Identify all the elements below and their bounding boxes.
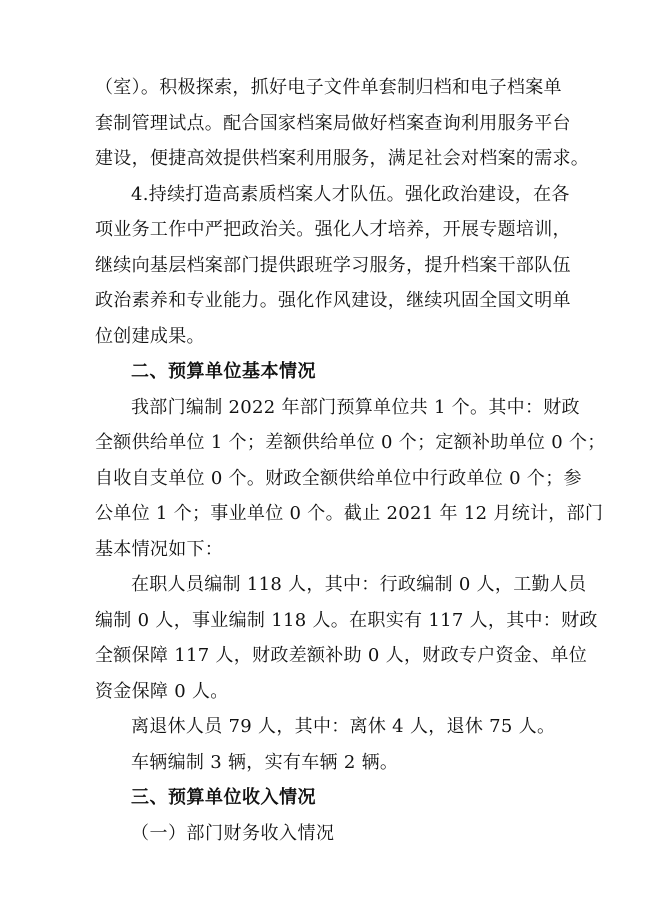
paragraph-line: 套制管理试点。配合国家档案局做好档案查询利用服务平台 (95, 112, 571, 134)
section-heading: 二、预算单位基本情况 (131, 361, 316, 382)
paragraph-line: 建设，便捷高效提供档案利用服务，满足社会对档案的需求。 (95, 148, 590, 169)
paragraph-line: （室）。积极探索，抓好电子文件单套制归档和电子档案单 (95, 77, 562, 98)
paragraph-line: 继续向基层档案部门提供跟班学习服务，提升档案干部队伍 (95, 254, 571, 276)
paragraph-line: 位创建成果。 (95, 325, 205, 347)
paragraph-line: 公单位 1 个；事业单位 0 个。截止 2021 年 12 月统计，部门 (95, 503, 604, 524)
paragraph-line: 车辆编制 3 辆，实有车辆 2 辆。 (131, 751, 399, 773)
paragraph-line: 4.持续打造高素质档案人才队伍。强化政治建设，在各 (131, 183, 570, 205)
paragraph-line: 全额供给单位 1 个；差额供给单位 0 个；定额补助单位 0 个； (95, 432, 606, 453)
paragraph-line: 基本情况如下： (95, 538, 224, 560)
paragraph-line: 我部门编制 2022 年部门预算单位共 1 个。其中：财政 (131, 396, 580, 418)
paragraph-line: 在职人员编制 118 人，其中：行政编制 0 人，工勤人员 (131, 574, 587, 595)
paragraph-line: 编制 0 人，事业编制 118 人。在职实有 117 人，其中：财政 (95, 609, 598, 631)
document-page (95, 70, 606, 851)
section-heading: 三、预算单位收入情况 (131, 787, 316, 808)
paragraph-line: 政治素养和专业能力。强化作风建设，继续巩固全国文明单 (95, 290, 571, 311)
paragraph-line: 离退休人员 79 人，其中：离休 4 人，退休 75 人。 (131, 716, 556, 737)
subsection-heading: （一）部门财务收入情况 (131, 822, 335, 844)
paragraph-line: 项业务工作中严把政治关。强化人才培养，开展专题培训， (95, 219, 571, 240)
paragraph-line: 全额保障 117 人，财政差额补助 0 人，财政专户资金、单位 (95, 645, 587, 666)
paragraph-line: 自收自支单位 0 个。财政全额供给单位中行政单位 0 个；参 (95, 467, 582, 489)
paragraph-line: 资金保障 0 人。 (95, 680, 229, 702)
